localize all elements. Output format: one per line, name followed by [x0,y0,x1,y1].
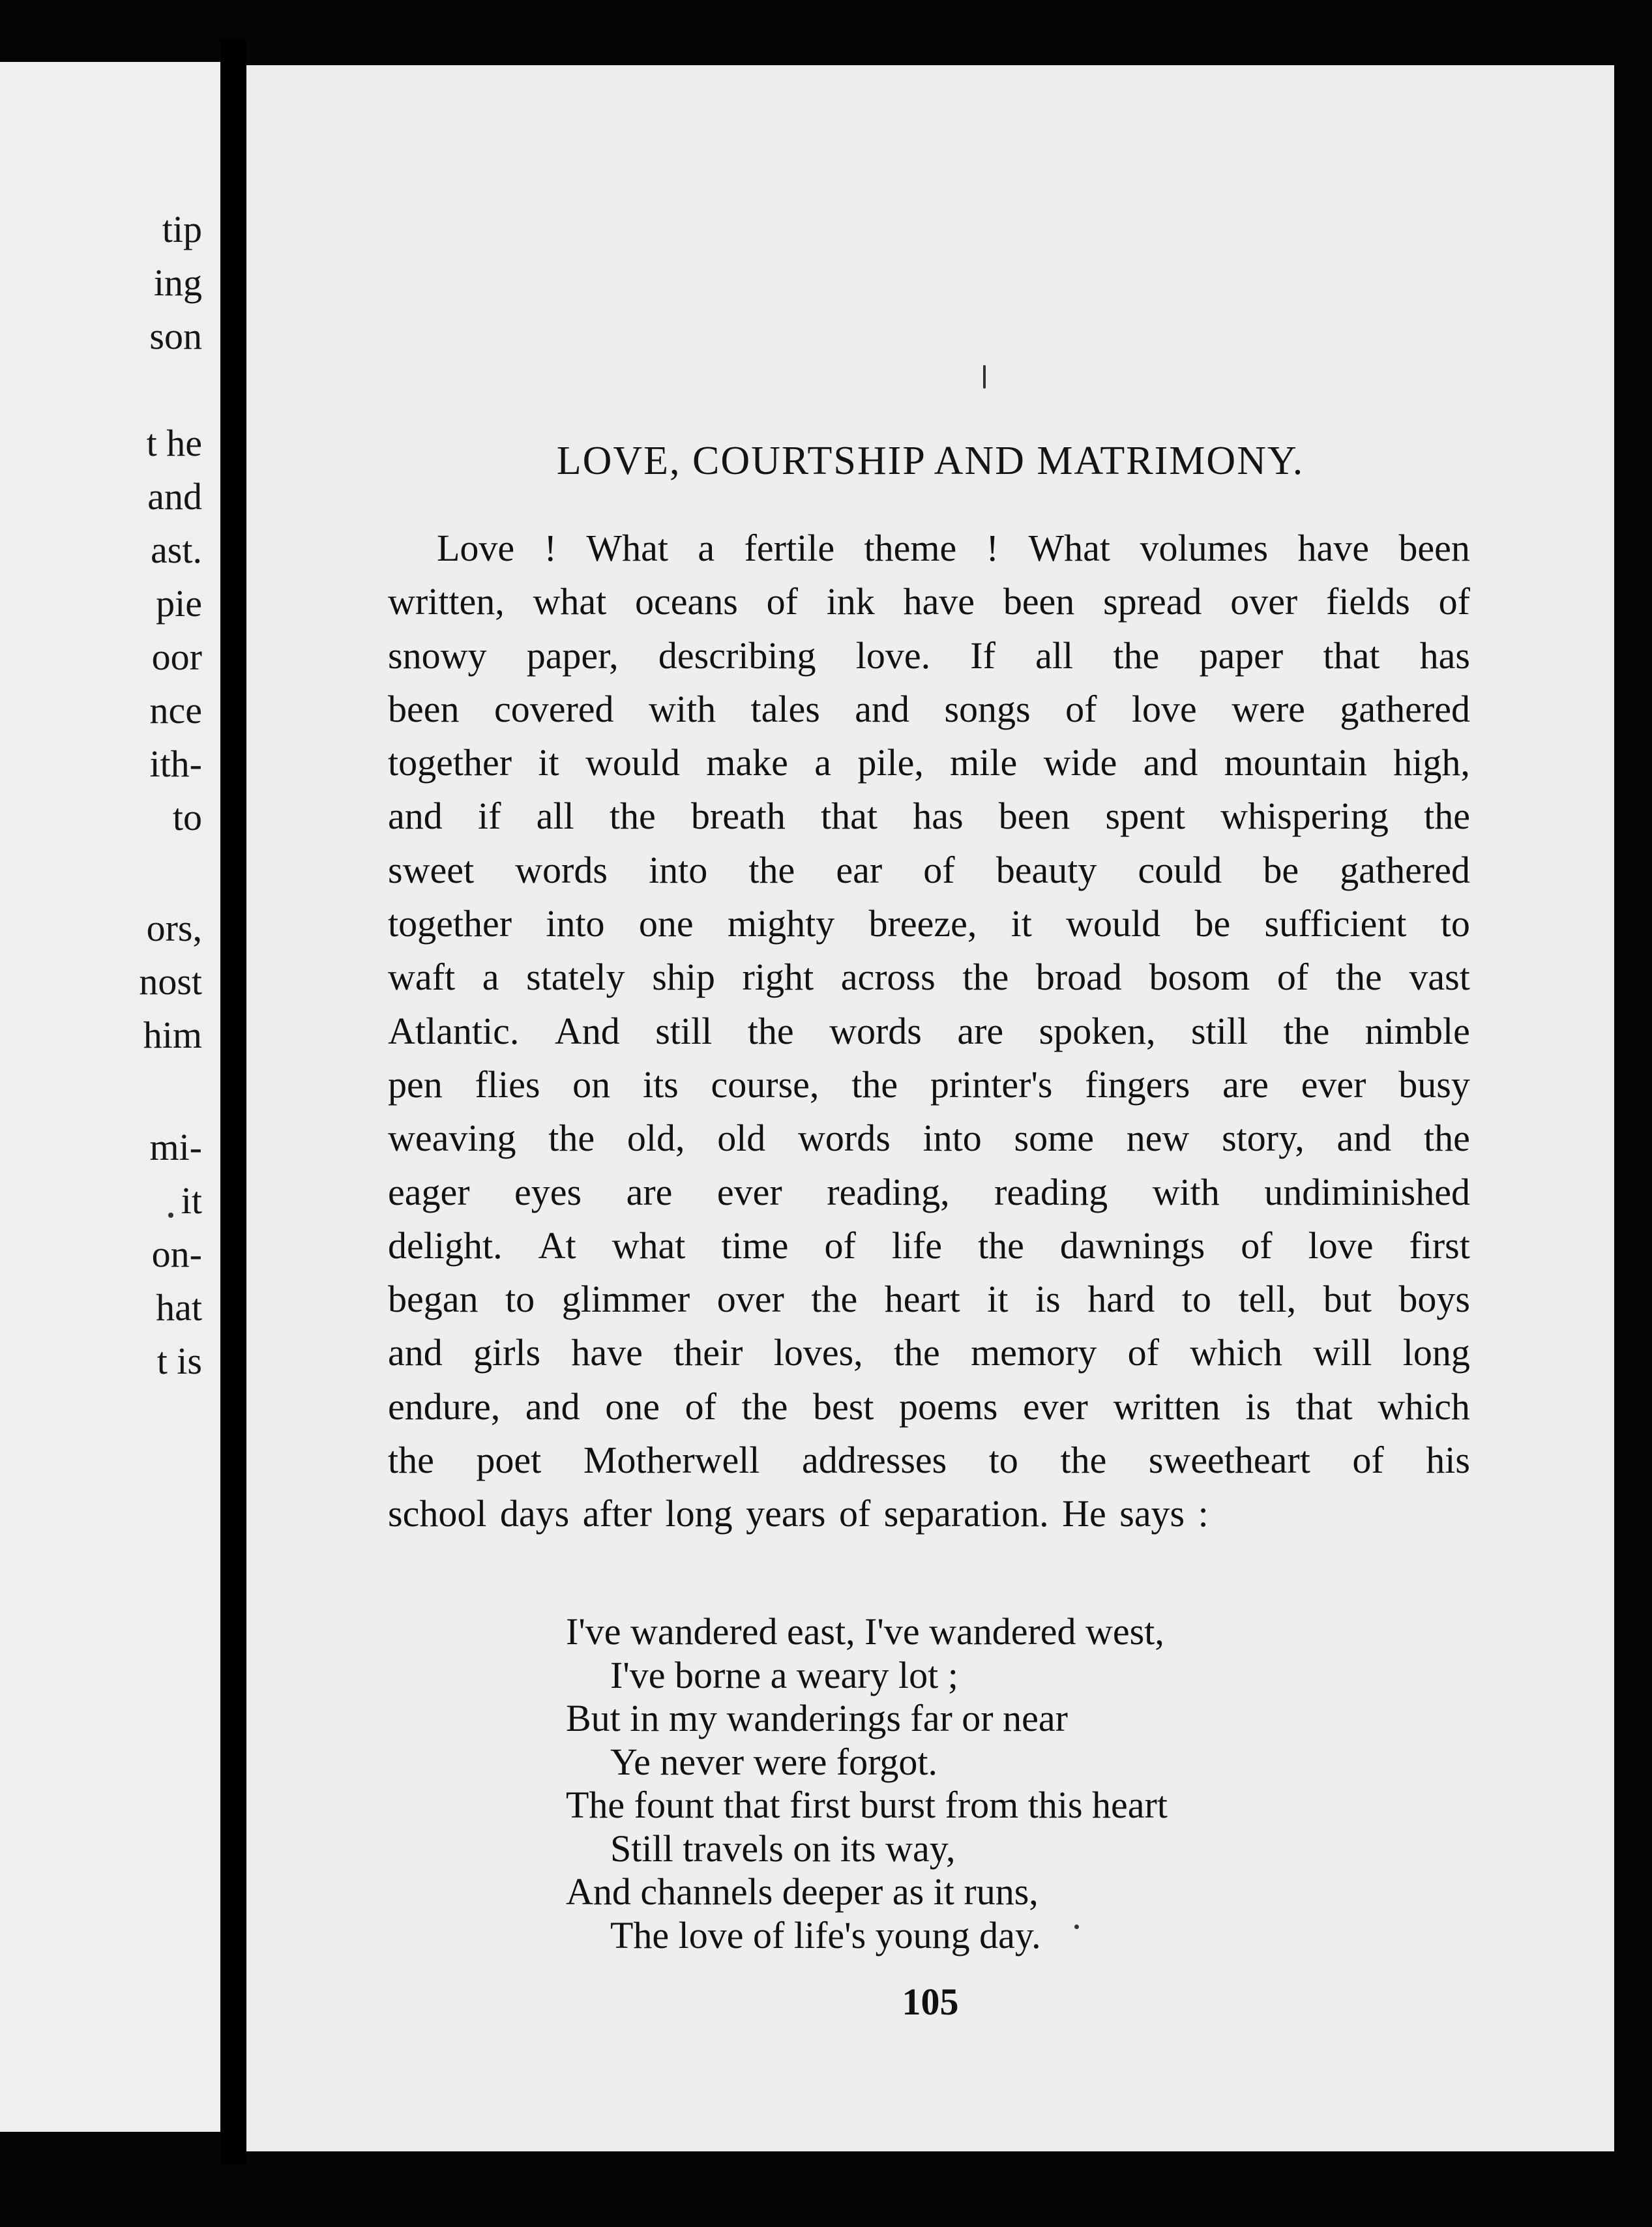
ink-speck [168,1213,173,1218]
ink-speck [983,365,986,389]
word: the [747,1009,794,1052]
word: are [626,1170,673,1213]
verse-line: But in my wanderings far or near [566,1697,1068,1739]
word: Motherwell [583,1439,760,1482]
word: hard [1087,1278,1155,1321]
word: what [612,1224,686,1267]
word: nimble [1364,1009,1470,1052]
word: that [1323,634,1380,677]
facing-page-line: t is [156,1340,202,1382]
word: flies [475,1063,540,1106]
facing-page-line: mi- [149,1126,202,1168]
word: a [814,741,831,784]
word: the [609,795,656,838]
facing-page-fragment [0,62,220,2132]
facing-page-line: son [149,315,202,357]
word: weaving [388,1117,516,1160]
word: heart [884,1278,960,1321]
word: some [1014,1117,1094,1160]
word: the [388,1439,434,1482]
word: that [1295,1385,1353,1428]
word: covered [494,687,614,730]
word: poems [899,1385,998,1428]
word: to [505,1278,535,1321]
word: ! [544,527,557,569]
word: whispering [1220,795,1389,838]
word: fertile [744,527,835,569]
word: broad [1035,956,1122,999]
word: delight. [388,1224,503,1267]
word: What [1028,527,1111,569]
word: and [1143,741,1198,784]
word: spent [1105,795,1185,838]
word: spoken, [1039,1009,1156,1052]
paragraph-line [388,736,1470,789]
word: is [1035,1278,1061,1321]
word: the [1060,1439,1107,1482]
paragraph-line [388,522,1470,575]
word: snowy [388,634,487,677]
word: glimmer [561,1278,690,1321]
word: girls [473,1331,541,1374]
page-number: 105 [902,1981,959,2023]
word: loves, [773,1331,863,1374]
word: the [978,1224,1024,1267]
word: into [649,848,708,891]
word: paper [1199,634,1284,677]
word: mountain [1224,741,1367,784]
verse-line: Ye never were forgot. [610,1740,938,1783]
word: eyes [514,1170,582,1213]
word: began [388,1278,479,1321]
paragraph-line [388,1487,1470,1541]
word: the [1424,1117,1470,1160]
word: into [546,902,605,945]
word: eager [388,1170,470,1213]
paragraph-line [388,844,1470,897]
word: endure, [388,1385,501,1428]
word: wide [1043,741,1117,784]
word: it [538,741,559,784]
word: the [1113,634,1160,677]
paragraph-line [388,1380,1470,1434]
word: songs [944,687,1031,730]
word: of [1127,1331,1159,1374]
word: waft [388,956,456,999]
chapter-title: LOVE, COURTSHIP AND MATRIMONY. [556,439,1305,483]
paragraph-line [388,1326,1470,1379]
word: right [742,956,814,999]
word: mile [950,741,1018,784]
word: if [477,795,501,838]
word: over [716,1278,784,1321]
facing-page-line: him [143,1014,202,1056]
word: make [706,741,788,784]
word: been [388,687,460,730]
word: has [1419,634,1470,677]
facing-page-line: pie [156,582,202,625]
word: together [388,902,512,945]
word: and [1336,1117,1392,1160]
word: ink [826,580,875,623]
facing-page-line: to [172,796,202,838]
word: theme [864,527,957,569]
word: breeze, [868,902,977,945]
word: the [1335,956,1382,999]
word: will [1313,1331,1372,1374]
word: of [1276,956,1309,999]
word: reading, [827,1170,950,1213]
word: what [533,580,607,623]
word: of [1438,580,1470,623]
word: the [851,1063,898,1106]
paragraph-line [388,1005,1470,1058]
word: time [721,1224,789,1267]
word: their [673,1331,743,1374]
paragraph-line [388,1434,1470,1487]
word: have [903,580,975,623]
word: Love [437,527,515,569]
word: memory [971,1331,1097,1374]
facing-page-line: ors, [146,907,202,949]
word: and [525,1385,580,1428]
word: been [998,795,1070,838]
word: pen [388,1063,443,1106]
word: volumes [1140,527,1269,569]
word: paper, [526,634,619,677]
word: were [1232,687,1305,730]
paragraph-line [388,1219,1470,1273]
facing-page-line: it [181,1179,202,1222]
word: ever [1301,1063,1366,1106]
word: and [855,687,910,730]
word: but [1323,1278,1372,1321]
facing-page-line: on- [151,1233,202,1275]
word: bosom [1149,956,1250,999]
paragraph-line [388,1112,1470,1165]
word: fingers [1085,1063,1190,1106]
word: fields [1326,580,1410,623]
word: be [1263,848,1299,891]
verse-line: The love of life's young day. [610,1913,1041,1956]
word: and [388,1331,443,1374]
word: the [893,1331,940,1374]
paragraph-line [388,897,1470,951]
word: the [741,1385,788,1428]
word: first [1409,1224,1470,1267]
word: stately [526,956,625,999]
word: into [922,1117,982,1160]
word: which [1190,1331,1282,1374]
word: words [798,1117,891,1160]
word: one [638,902,694,945]
word: one [605,1385,660,1428]
word: ear [836,848,883,891]
paragraph-line [388,951,1470,1004]
verse-line: The fount that first burst from this heart [566,1784,1168,1826]
paragraph-line [388,1058,1470,1112]
word: sweetheart [1148,1439,1310,1482]
word: tell, [1238,1278,1297,1321]
word: gathered [1340,687,1470,730]
word: printer's [930,1063,1053,1106]
word: on [572,1063,611,1106]
word: of [685,1385,716,1428]
word: of [824,1224,856,1267]
word: of [1352,1439,1384,1482]
word: What [586,527,668,569]
word: words [515,848,608,891]
word: love [1308,1224,1374,1267]
word: long [1402,1331,1470,1374]
word: across [840,956,936,999]
word: have [1297,527,1369,569]
verse-line: Still travels on its way, [610,1827,956,1870]
word: of [766,580,798,623]
word: mighty [727,902,835,945]
line-text: school days after long years of separation. He says : [388,1492,1209,1535]
word: addresses [801,1439,947,1482]
verse-line: And channels deeper as it runs, [566,1870,1039,1913]
word: his [1426,1439,1470,1482]
word: over [1230,580,1298,623]
word: written, [388,580,505,623]
word: are [1222,1063,1269,1106]
word: life [891,1224,943,1267]
word: would [1066,902,1161,945]
word: sufficient [1264,902,1407,945]
word: could [1138,848,1222,891]
word: best [812,1385,874,1428]
word: pile, [857,741,924,784]
word: written [1113,1385,1220,1428]
facing-page-line: t he [146,422,202,464]
word: a [482,956,499,999]
word: ever [716,1170,782,1213]
word: love. [855,634,931,677]
word: beauty [996,848,1097,891]
word: still [1190,1009,1248,1052]
word: boys [1398,1278,1470,1321]
facing-page-line: nce [149,689,202,731]
word: of [1065,687,1097,730]
paragraph-line [388,683,1470,736]
poem-stanza [566,1610,1168,1957]
word: love [1131,687,1197,730]
word: tales [750,687,820,730]
word: it [987,1278,1009,1321]
word: new [1126,1117,1190,1160]
word: old [717,1117,766,1160]
word: of [1241,1224,1273,1267]
word: gathered [1340,848,1470,891]
word: the [1424,795,1470,838]
verse-line: I've wandered east, I've wandered west, [566,1610,1164,1653]
word: sweet [388,848,475,891]
paragraph-line [388,575,1470,628]
word: busy [1398,1063,1470,1106]
word: with [648,687,716,730]
word: poet [476,1439,542,1482]
word: ! [986,527,999,569]
word: dawnings [1059,1224,1205,1267]
word: of [923,848,955,891]
word: and [388,795,443,838]
paragraph-line [388,789,1470,843]
word: all [1035,634,1074,677]
word: oceans [635,580,738,623]
word: been [1003,580,1075,623]
facing-page-line: and [147,475,202,518]
word: to [1181,1278,1212,1321]
word: And [554,1009,620,1052]
word: been [1398,527,1470,569]
word: its [642,1063,679,1106]
word: still [655,1009,713,1052]
word: are [957,1009,1004,1052]
word: have [571,1331,643,1374]
word: is [1245,1385,1271,1428]
word: breath [690,795,786,838]
word: course, [711,1063,819,1106]
facing-page-line: oor [151,636,202,678]
word: If [970,634,996,677]
word: with [1152,1170,1220,1213]
word: spread [1103,580,1202,623]
word: ever [1023,1385,1088,1428]
word: it [1010,902,1032,945]
paragraph-line [388,1166,1470,1219]
word: reading [994,1170,1108,1213]
word: Atlantic. [388,1009,520,1052]
word: undiminished [1264,1170,1470,1213]
word: to [988,1439,1018,1482]
word: a [698,527,715,569]
word: together [388,741,512,784]
word: which [1378,1385,1470,1428]
body-paragraph [388,522,1470,1541]
word: would [585,741,680,784]
book-page [246,65,1614,2151]
word: ship [652,956,715,999]
word: that [821,795,878,838]
word: the [811,1278,858,1321]
book-gutter [220,39,246,2164]
word: all [536,795,574,838]
word: be [1194,902,1231,945]
verse-line: I've borne a weary lot ; [610,1653,958,1696]
facing-page-line: ing [153,261,202,304]
facing-page-line: ith- [149,743,202,785]
paragraph-line [388,1273,1470,1326]
word: describing [658,634,816,677]
paragraph-line [388,629,1470,683]
facing-page-line: nost [139,960,202,1003]
word: has [913,795,964,838]
word: the [1283,1009,1330,1052]
facing-page-line: ast. [151,529,202,571]
word: story, [1222,1117,1305,1160]
facing-page-line: tip [162,208,202,250]
word: the [748,848,795,891]
facing-page-line: hat [156,1286,202,1329]
word: the [548,1117,595,1160]
word: old, [627,1117,685,1160]
word: high, [1393,741,1470,784]
word: vast [1409,956,1470,999]
word: words [829,1009,922,1052]
word: the [962,956,1009,999]
word: to [1440,902,1470,945]
word: At [538,1224,576,1267]
